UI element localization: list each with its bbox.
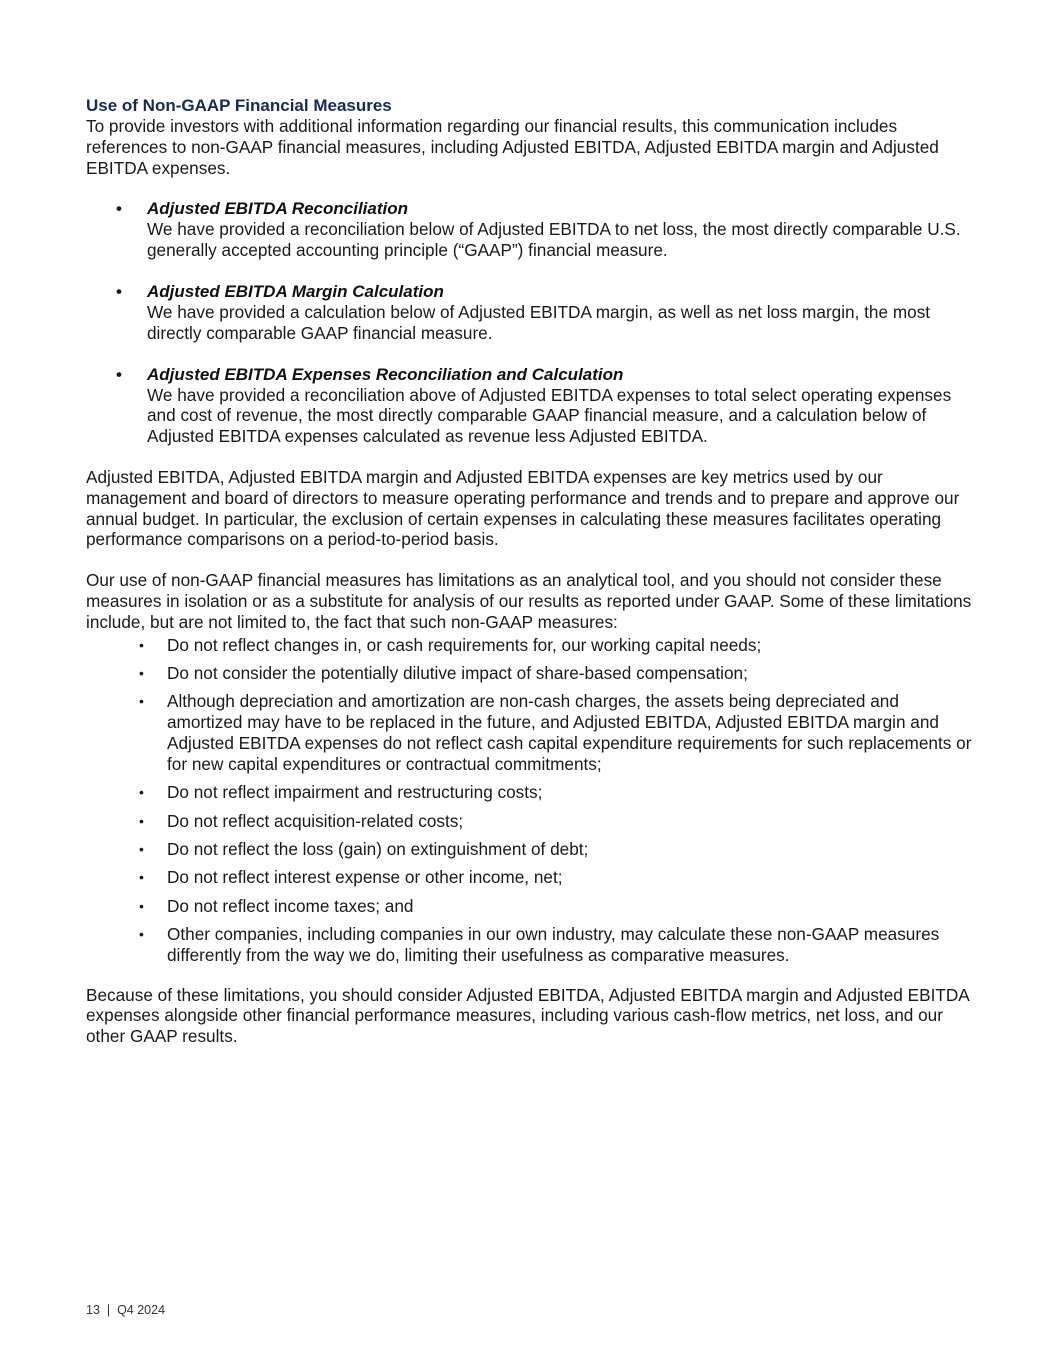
measure-description: We have provided a calculation below of Adjusted EBITDA margin, as well as net loss margin, the most directly comparable GAAP financial measure. [147,301,931,343]
measure-item-margin [86,281,976,344]
bullet-icon: • [116,199,122,219]
measure-title: Adjusted EBITDA Reconciliation [147,199,409,219]
measure-item-expenses [86,364,976,447]
bullet-icon: • [139,784,144,801]
list-item [86,782,976,803]
section-heading: Use of Non-GAAP Financial Measures [86,96,392,115]
list-item-text: Do not reflect income taxes; and [167,895,414,916]
bullet-icon: • [139,693,144,710]
spacer [86,966,976,985]
bullet-icon: • [139,636,144,653]
spacer [86,178,976,198]
limitations-list [86,635,976,966]
bullet-icon: • [116,364,122,384]
list-item [86,867,976,888]
bullet-icon: • [139,812,144,829]
spacer [86,550,976,570]
bullet-icon: • [116,281,122,301]
limitations-paragraph: Our use of non-GAAP financial measures has limitations as an analytical tool, and you should not consider these measures in isolation or as a substitute for analysis of our results as reported under GAAP. Some of these limitations include, but are not limited to, the fact that such non-GAAP measures: [86,570,972,632]
page-footer [86,1302,165,1318]
bullet-icon: • [139,926,144,943]
report-period: Q4 2024 [117,1303,166,1317]
list-item-text: Do not reflect impairment and restructuring costs; [167,782,543,803]
bullet-icon: • [139,897,144,914]
list-item-text: Other companies, including companies in our own industry, may calculate these non-GAAP measures differently from the way we do, limiting their usefulness as comparative measures. [167,924,940,965]
bullet-icon: • [139,664,144,681]
measure-title: Adjusted EBITDA Margin Calculation [147,281,444,301]
measure-description: We have provided a reconciliation below of Adjusted EBITDA to net loss, the most directly comparable U.S. generally accepted accounting principle (“GAAP”) financial measure. [147,219,961,261]
spacer [86,447,976,467]
list-item [86,663,976,684]
list-item-text: Do not consider the potentially dilutive impact of share-based compensation; [167,662,748,683]
footer-separator: | [106,1303,111,1317]
page-number: 13 [86,1303,100,1317]
list-item-text: Do not reflect changes in, or cash requirements for, our working capital needs; [167,634,762,655]
conclusion-paragraph: Because of these limitations, you should consider Adjusted EBITDA, Adjusted EBITDA margin and Adjusted EBITDA expenses alongside other financial performance measures, including various cash-flow metrics, net loss, and our other GAAP results. [86,984,969,1047]
list-item [86,924,976,966]
measure-item-reconciliation [86,198,976,261]
list-item-text: Do not reflect acquisition-related costs; [167,810,464,831]
list-item [86,839,976,860]
list-item [86,691,976,774]
list-item-text: Do not reflect interest expense or other income, net; [167,867,563,888]
bullet-icon: • [139,840,144,857]
list-item-text: Do not reflect the loss (gain) on extinguishment of debt; [167,838,589,859]
list-item-text: Although depreciation and amortization are non-cash charges, the assets being depreciated and amortized may have to be replaced in the future, and Adjusted EBITDA, Adjusted EBITDA margin and Adjusted EBITDA expenses do not reflect cash capital expenditure requirements for such replacements or for new capital expenditures or contractual commitments; [167,691,972,774]
measure-title: Adjusted EBITDA Expenses Reconciliation and Calculation [147,364,624,384]
list-item [86,635,976,656]
measure-description: We have provided a reconciliation above of Adjusted EBITDA expenses to total select operating expenses and cost of revenue, the most directly comparable GAAP financial measure, and a calculation below of Adjusted EBITDA expenses calculated as revenue less Adjusted EBITDA. [147,384,952,447]
list-item [86,811,976,832]
bullet-icon: • [139,869,144,886]
document-page [86,95,976,1047]
list-item [86,896,976,917]
measure-list [86,198,976,447]
metrics-paragraph: Adjusted EBITDA, Adjusted EBITDA margin and Adjusted EBITDA expenses are key metrics used by our management and board of directors to measure operating performance and trends and to prepare and approve our annual budget. In particular, the exclusion of certain expenses in calculating these measures facilitates operating performance comparisons on a period-to-period basis. [86,466,960,550]
intro-paragraph: To provide investors with additional information regarding our financial results, this communication includes references to non-GAAP financial measures, including Adjusted EBITDA, Adjusted EBITDA margin and Adjusted EBITDA expenses. [86,116,939,178]
